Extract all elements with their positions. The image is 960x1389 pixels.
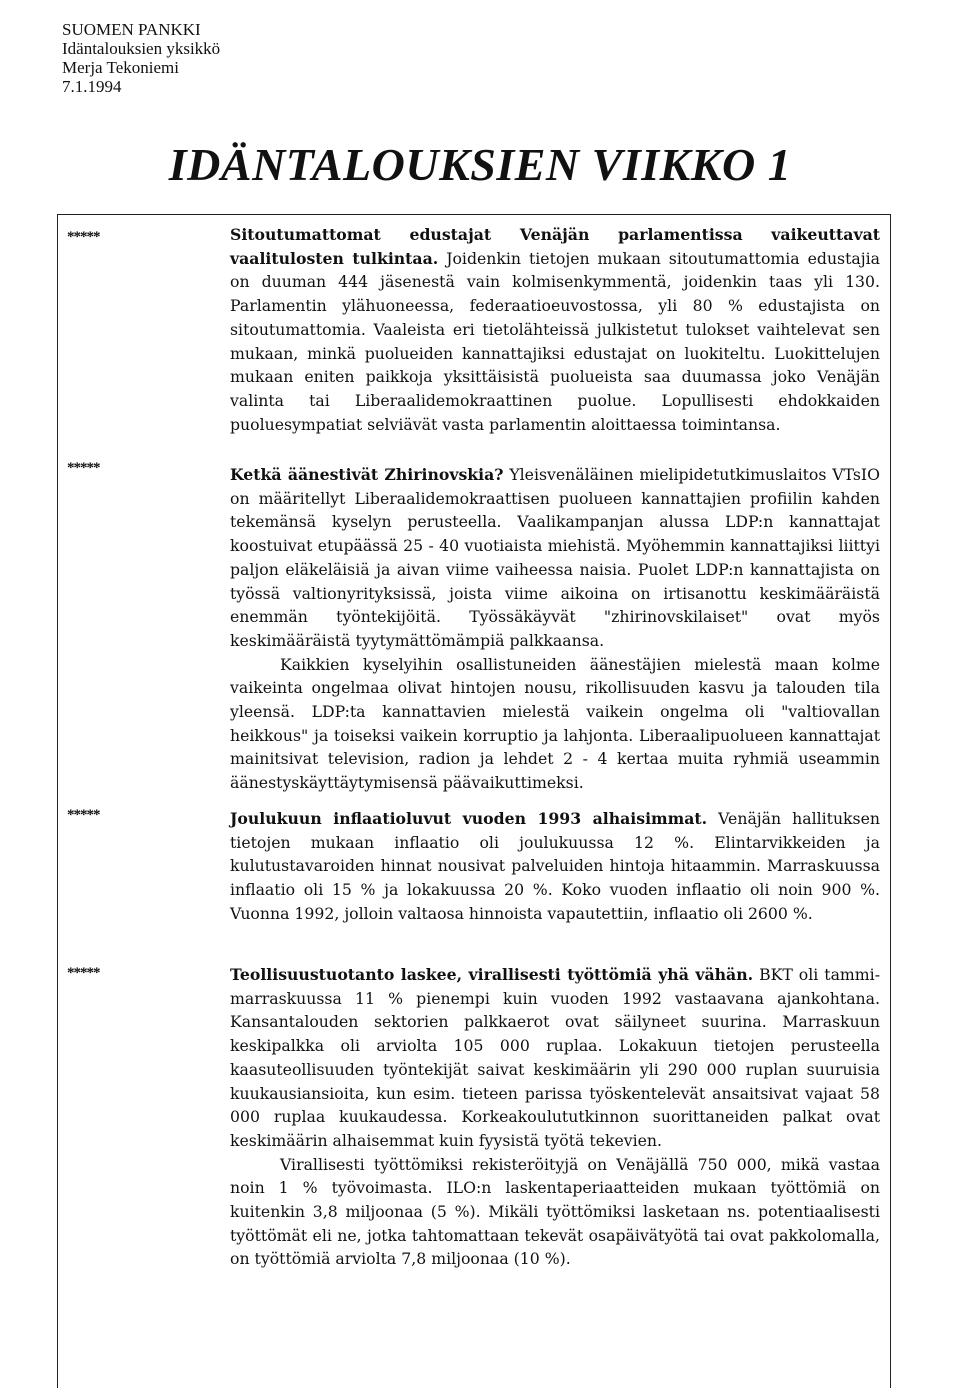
article-marker: ***** <box>67 460 100 476</box>
author-name: Merja Tekoniemi <box>62 58 179 77</box>
article-headline: Teollisuustuotanto laskee, virallisesti työttömiä yhä vähän. <box>230 965 754 984</box>
article-body: Yleisvenäläinen mielipidetutkimuslaitos VTsIO on määritellyt Liberaalidemokraattisen puolueen kannattajien profiilin kahden tekemänsä kyselyn perusteella. Vaalikampanjan alussa LDP:n kannattajat koostuivat etupäässä 25 - 40 vuotiaista miehistä. Myöhemmin kannattajiksi liittyi paljon eläkeläisiä ja aivan viime vaiheessa naisia. Puolet LDP:n kannattajista on työssä valtionyrityksissä, joista viime aikoina on irtisanottu keskimääräistä enemmän työntekijöitä. Työssäkäyvät "zhirinovskilaiset" ovat myös keskimääräistä tyytymättömämpiä palkkaansa. <box>230 465 880 650</box>
unit-name: Idäntalouksien yksikkö <box>62 39 221 58</box>
article-marker: ***** <box>67 229 100 245</box>
organization-name: SUOMEN PANKKI <box>62 20 201 39</box>
article-headline: Joulukuun inflaatioluvut vuoden 1993 alhaisimmat. <box>230 809 708 828</box>
article-zhirinovsky-voters <box>230 463 880 795</box>
article-body: Venäjän hallituksen tietojen mukaan inflaatio oli joulukuussa 12 %. Elintarvikkeiden ja kulutustavaroiden hinnat nousivat palveluiden hintoja hitaammin. Marraskuussa inflaatio oli 15 % ja lokakuussa 20 %. Koko vuoden inflaatio oli noin 900 %. Vuonna 1992, jolloin valtaosa hinnoista vapautettiin, inflaatio oli 2600 %. <box>230 809 880 923</box>
article-marker: ***** <box>67 965 100 981</box>
article-paragraph <box>230 963 880 1153</box>
article-paragraph <box>230 463 880 653</box>
page-title: IDÄNTALOUKSIEN VIIKKO 1 <box>168 139 792 190</box>
article-headline: Sitoutumattomat edustajat Venäjän parlamentissa vaikeuttavat vaalitulosten tulkintaa. <box>230 225 880 268</box>
article-headline: Ketkä äänestivät Zhirinovskia? <box>230 465 504 484</box>
article-body: BKT oli tammi-marraskuussa 11 % pienempi kuin vuoden 1992 vastaavana ajankohtana. Kansantalouden sektorien palkkaerot ovat säilyneet suurina. Marraskuun keskipalkka oli arviolta 105 000 ruplaa. Lokakuun tietojen perusteella kaasuteollisuuden työntekijät saivat keskimäärin yli 290 000 ruplan suuruisia kuukausiansioita, kun esim. tieteen parissa työskentelevät ansaitsivat vajaat 58 000 ruplaa kuukaudessa. Korkeakoulututkinnon suorittaneiden palkat ovat keskimäärin alhaisemmat kuin fyysistä työtä tekevien. <box>230 965 880 1150</box>
article-body: Joidenkin tietojen mukaan sitoutumattomia edustajia on duuman 444 jäsenestä vain kolmisenkymmentä, joidenkin taas yli 130. Parlamentin ylähuoneessa, federaatioeuvostossa, yli 80 % edustajista on sitoutumattomia. Vaaleista eri tietolähteissä julkistetut tulokset vaihtelevat sen mukaan, minkä puolueiden kannattajiksi edustajat on luokiteltu. Luokittelujen mukaan eniten paikkoja yksittäisistä puolueista saa duumassa joko Venäjän valinta tai Liberaalidemokraattinen puolue. Lopullisesti ehdokkaiden puoluesympatiat selviävät vasta parlamentin aloittaessa toimintansa. <box>230 248 880 434</box>
document-date: 7.1.1994 <box>62 77 122 96</box>
article-industrial-production <box>230 963 880 1271</box>
article-december-inflation <box>230 807 880 926</box>
article-marker: ***** <box>67 807 100 823</box>
article-paragraph: Virallisesti työttömiksi rekisteröityjä on Venäjällä 750 000, mikä vastaa noin 1 % työvoimasta. ILO:n laskentaperiaatteiden mukaan työttömiä on kuitenkin 3,8 miljoonaa (5 %). Mikäli työttömiksi lasketaan ns. potentiaalisesti työttömät eli ne, jotka tahtomattaan tekevät osapäivätyötä tai ovat pakkolomalla, on työttömiä arviolta 7,8 miljoonaa (10 %). <box>230 1154 880 1269</box>
document-header <box>62 20 220 96</box>
article-paragraph: Kaikkien kyselyihin osallistuneiden äänestäjien mielestä maan kolme vaikeinta ongelmaa olivat hintojen nousu, rikollisuuden kasvu ja talouden tila yleensä. LDP:ta kannattavien mielestä vaikein ongelma oli "valtiovallan heikkous" ja toiseksi vaikein korruptio ja lahjonta. Liberaalipuolueen kannattajat mainitsivat television, radion ja lehdet 2 - 4 kertaa muita ryhmiä useammin äänestyskäyttäytymisensä päävaikuttimeksi. <box>230 654 880 793</box>
article-paragraph <box>230 807 880 926</box>
article-paragraph <box>230 223 880 436</box>
article-inflation-parliament <box>230 223 880 436</box>
